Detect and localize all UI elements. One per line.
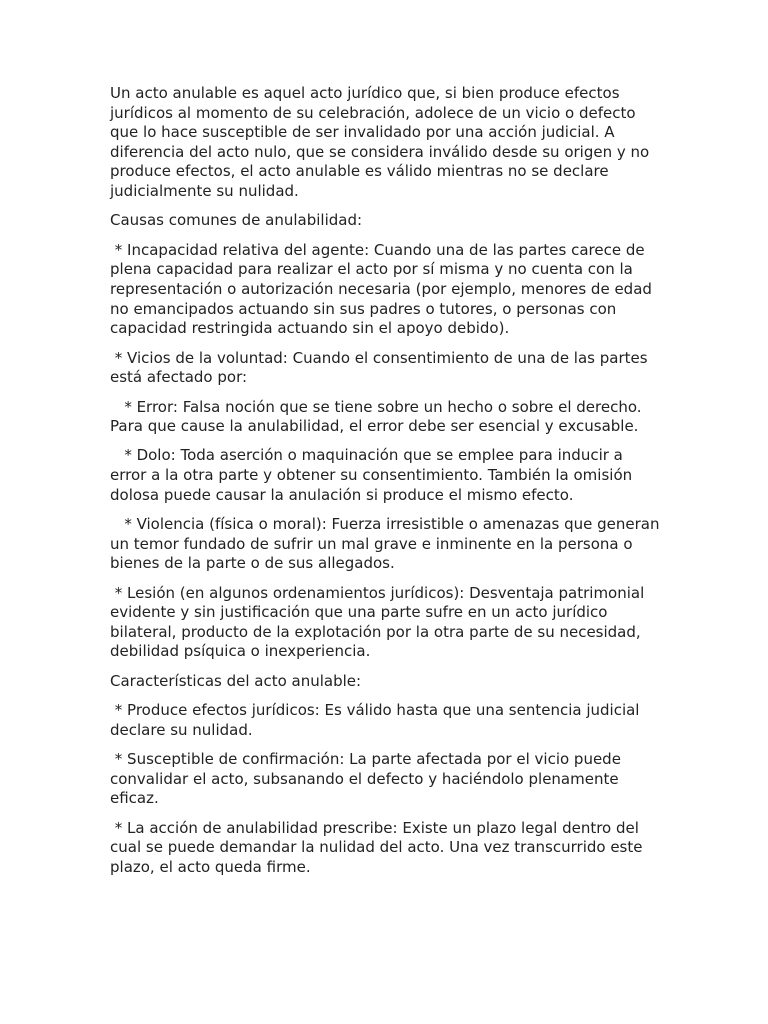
sublist-item-violencia: * Violencia (física o moral): Fuerza irresistible o amenazas que generan un temor fundado de sufrir un mal grave e inminente en la persona o bienes de la parte o de sus allegados. xyxy=(110,515,665,573)
list-item-efectos: * Produce efectos jurídicos: Es válido hasta que una sentencia judicial declare su nulidad. xyxy=(110,701,645,739)
heading-caracteristicas: Características del acto anulable: xyxy=(110,671,362,690)
list-item-vicios: * Vicios de la voluntad: Cuando el consentimiento de una de las partes está afectado por: xyxy=(110,348,653,387)
list-item-lesion: * Lesión (en algunos ordenamientos jurídicos): Desventaja patrimonial evidente y sin justificación que una parte sufre en un acto jurídico bilateral, producto de la explotación por la otra parte de su necesidad, debilidad psíquica o inexperiencia. xyxy=(110,583,650,661)
list-item-incapacidad: * Incapacidad relativa del agente: Cuando una de las partes carece de plena capacidad para realizar el acto por sí misma y no cuenta con la representación o autorización necesaria (por ejemplo, menores de edad no emancipados actuando sin sus padres o tutores, o personas con capacidad restringida actuando sin el apoyo debido). xyxy=(110,240,657,338)
paragraph-intro: Un acto anulable es aquel acto jurídico que, si bien produce efectos jurídicos al momento de su celebración, adolece de un vicio o defecto que lo hace susceptible de ser invalidado por una acción judicial. A diferencia del acto nulo, que se considera inválido desde su origen y no produce efectos, el acto anulable es válido mientras no se declare judicialmente su nulidad. xyxy=(110,84,654,200)
sublist-item-error: * Error: Falsa noción que se tiene sobre un hecho o sobre el derecho. Para que cause la anulabilidad, el error debe ser esencial y excusable. xyxy=(110,397,647,436)
list-item-prescripcion: * La acción de anulabilidad prescribe: Existe un plazo legal dentro del cual se puede demandar la nulidad del acto. Una vez transcurrido este plazo, el acto queda firme. xyxy=(110,818,648,876)
list-item-confirmacion: * Susceptible de confirmación: La parte afectada por el vicio puede convalidar el acto, subsanando el defecto y haciéndolo plenamente eficaz. xyxy=(110,750,626,808)
document-page xyxy=(110,84,665,887)
sublist-item-dolo: * Dolo: Toda aserción o maquinación que se emplee para inducir a error a la otra parte y obtener su consentimiento. También la omisión dolosa puede causar la anulación si produce el mismo efecto. xyxy=(110,446,637,504)
heading-causas: Causas comunes de anulabilidad: xyxy=(110,211,363,230)
